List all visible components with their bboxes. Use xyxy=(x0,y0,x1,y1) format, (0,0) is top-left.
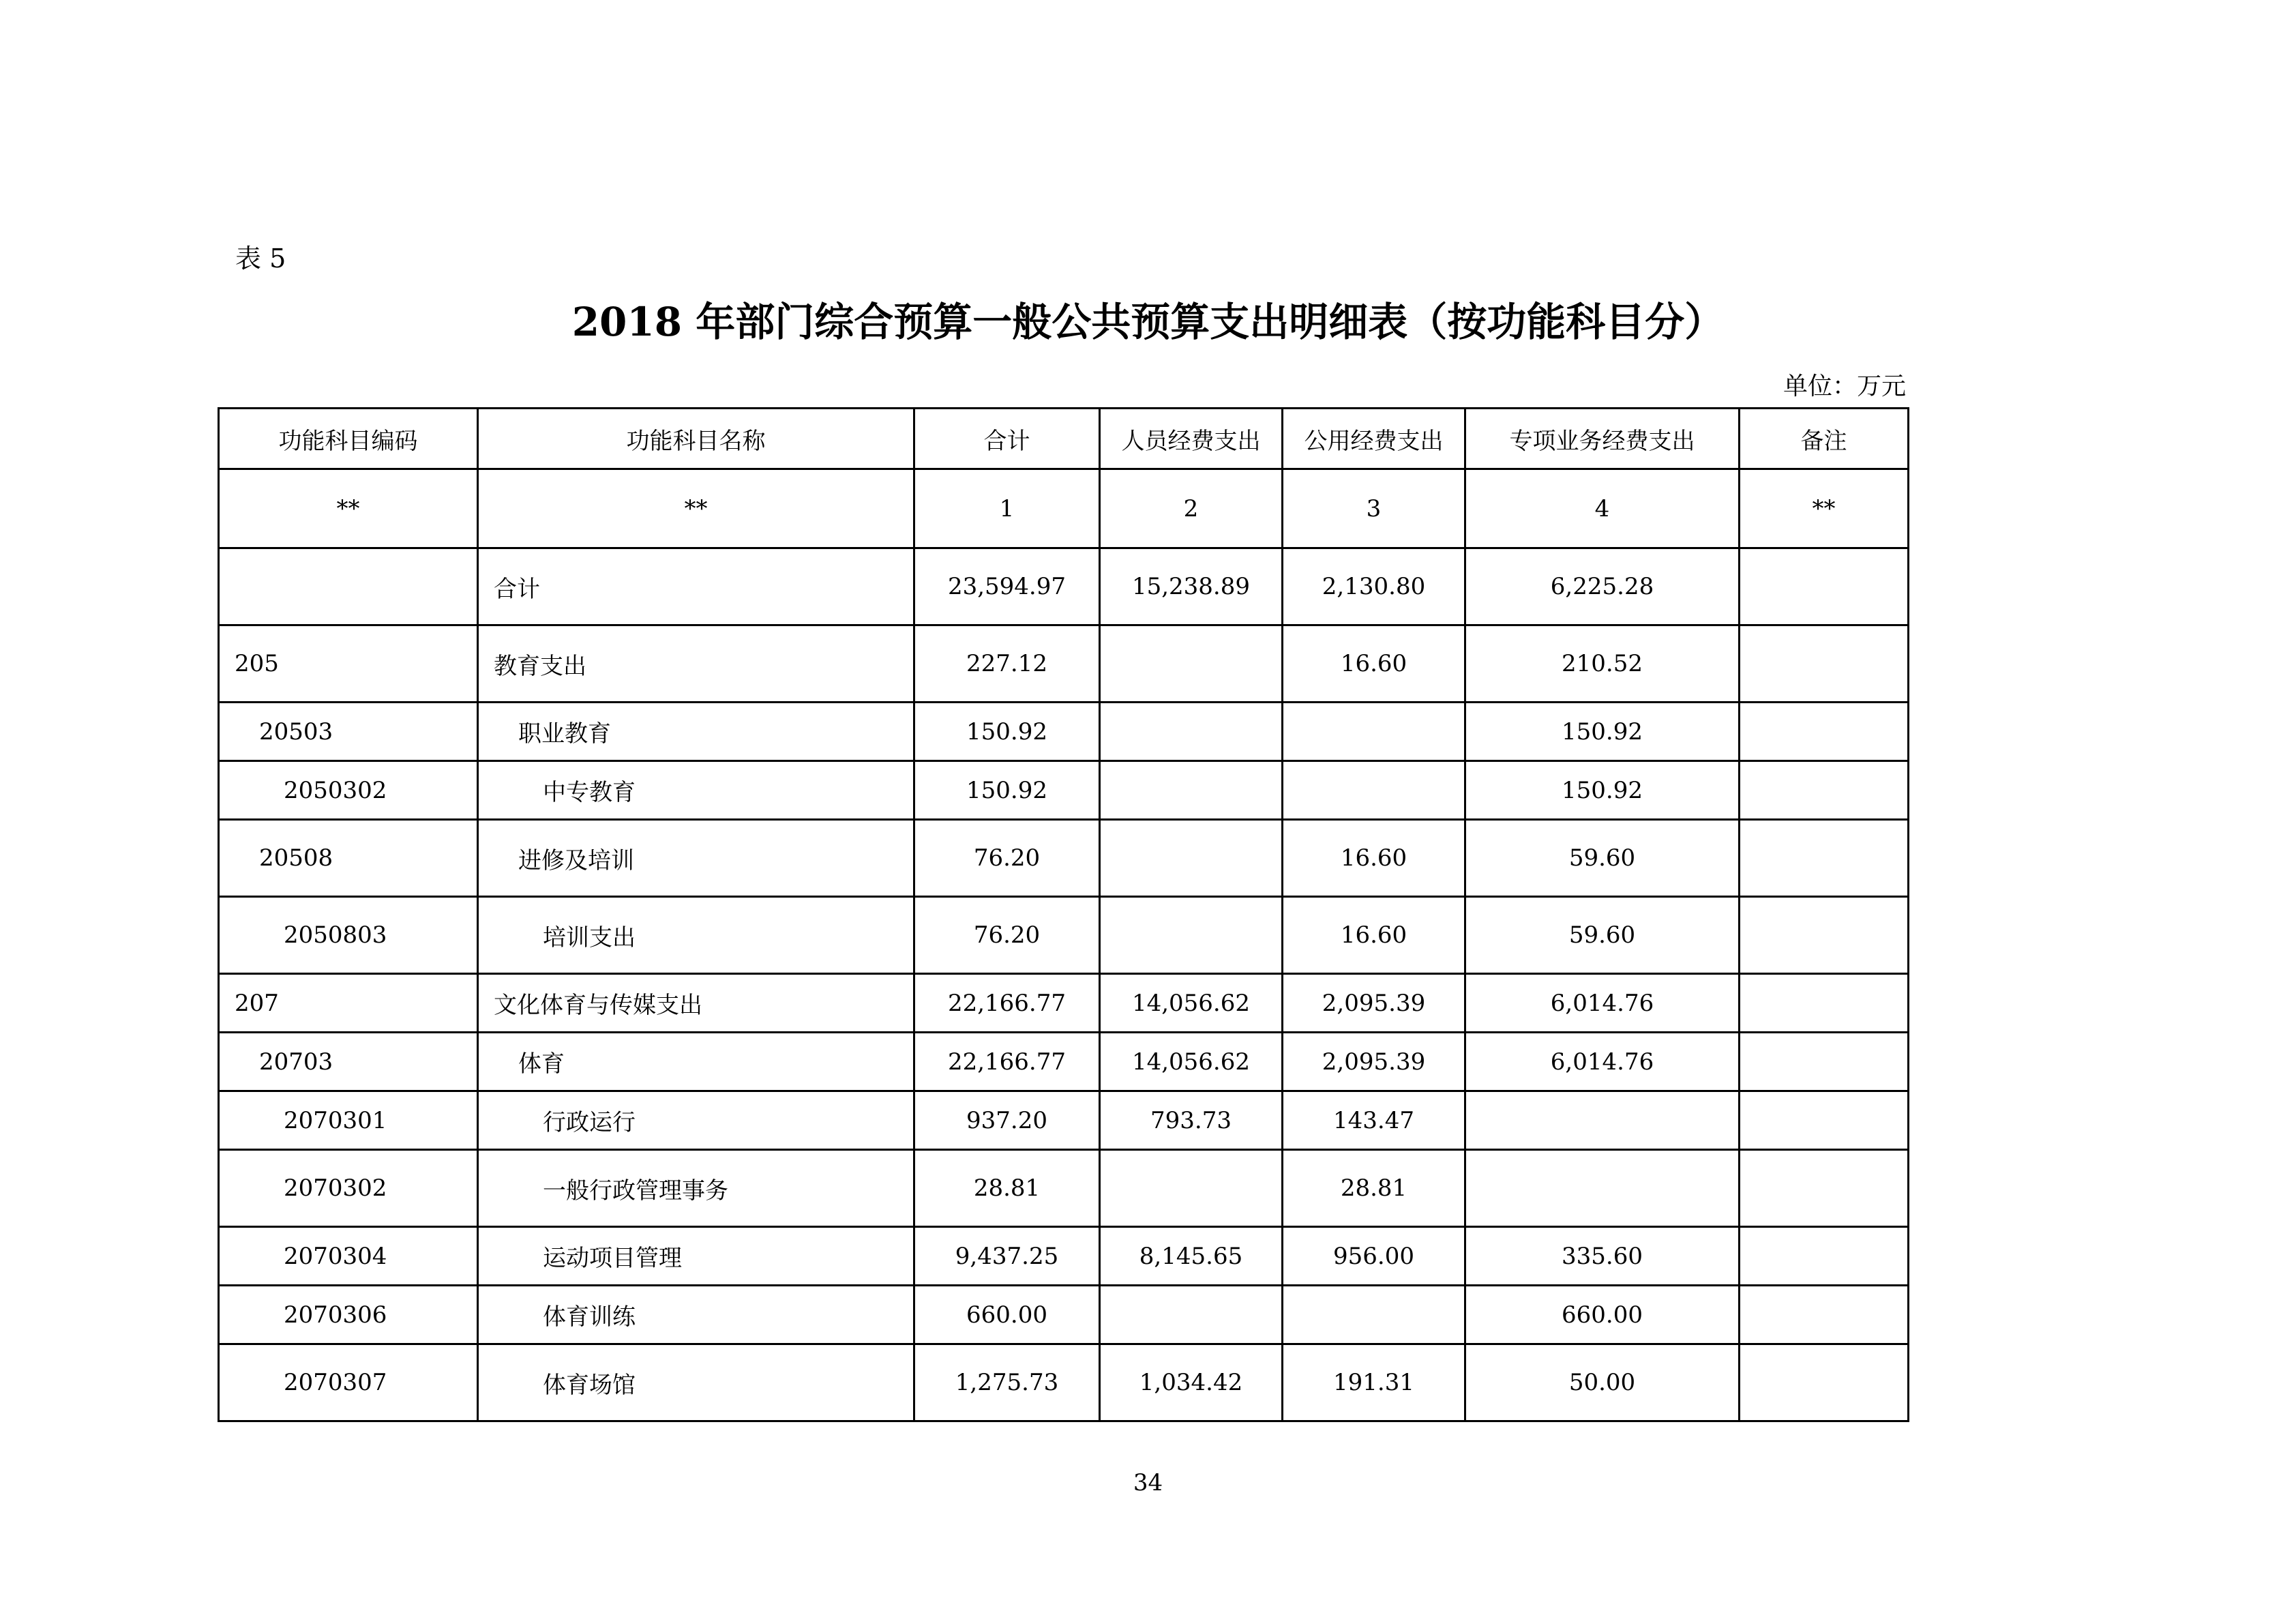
code-cell: 2070301 xyxy=(219,1091,478,1150)
personnel-cell: 1,034.42 xyxy=(1100,1344,1283,1421)
total-cell: 937.20 xyxy=(914,1091,1100,1150)
total-cell: 1,275.73 xyxy=(914,1344,1100,1421)
special-cell xyxy=(1465,1150,1740,1227)
public-cell: 2,095.39 xyxy=(1283,974,1465,1033)
public-cell: 143.47 xyxy=(1283,1091,1465,1150)
name-cell: 行政运行 xyxy=(478,1091,914,1150)
personnel-cell xyxy=(1100,703,1283,761)
name-cell: 职业教育 xyxy=(478,703,914,761)
personnel-cell xyxy=(1100,820,1283,897)
name-cell: 合计 xyxy=(478,548,914,625)
note-cell xyxy=(1740,1227,1909,1286)
special-cell: 335.60 xyxy=(1465,1227,1740,1286)
index-cell: 4 xyxy=(1465,469,1740,548)
total-cell: 28.81 xyxy=(914,1150,1100,1227)
personnel-cell: 8,145.65 xyxy=(1100,1227,1283,1286)
note-cell xyxy=(1740,1033,1909,1091)
name-cell: 文化体育与传媒支出 xyxy=(478,974,914,1033)
note-cell xyxy=(1740,548,1909,625)
header-cell: 功能科目编码 xyxy=(219,409,478,469)
special-cell: 150.92 xyxy=(1465,703,1740,761)
index-cell: 2 xyxy=(1100,469,1283,548)
index-cell: 3 xyxy=(1283,469,1465,548)
table-row xyxy=(219,703,1909,761)
personnel-cell: 14,056.62 xyxy=(1100,974,1283,1033)
header-cell: 人员经费支出 xyxy=(1100,409,1283,469)
index-cell: 1 xyxy=(914,469,1100,548)
name-cell: 教育支出 xyxy=(478,625,914,703)
personnel-cell xyxy=(1100,761,1283,820)
unit-label: 单位：万元 xyxy=(1783,372,1906,400)
code-cell: 20503 xyxy=(219,703,478,761)
note-cell xyxy=(1740,897,1909,974)
budget-table xyxy=(218,407,1909,1422)
note-cell xyxy=(1740,974,1909,1033)
special-cell: 59.60 xyxy=(1465,820,1740,897)
name-cell: 运动项目管理 xyxy=(478,1227,914,1286)
table-row xyxy=(219,1150,1909,1227)
table-row xyxy=(219,1344,1909,1421)
name-cell: 培训支出 xyxy=(478,897,914,974)
header-row xyxy=(219,409,1909,469)
note-cell xyxy=(1740,1091,1909,1150)
note-cell xyxy=(1740,703,1909,761)
page-title: 2018 年部门综合预算一般公共预算支出明细表（按功能科目分） xyxy=(571,299,1725,345)
code-cell: 2070307 xyxy=(219,1344,478,1421)
public-cell xyxy=(1283,1286,1465,1344)
index-cell: ** xyxy=(219,469,478,548)
note-cell xyxy=(1740,1286,1909,1344)
public-cell xyxy=(1283,703,1465,761)
table-row xyxy=(219,897,1909,974)
special-cell: 6,014.76 xyxy=(1465,974,1740,1033)
table-row xyxy=(219,1091,1909,1150)
total-cell: 23,594.97 xyxy=(914,548,1100,625)
total-cell: 76.20 xyxy=(914,897,1100,974)
name-cell: 中专教育 xyxy=(478,761,914,820)
name-cell: 一般行政管理事务 xyxy=(478,1150,914,1227)
public-cell: 16.60 xyxy=(1283,625,1465,703)
special-cell: 660.00 xyxy=(1465,1286,1740,1344)
personnel-cell: 15,238.89 xyxy=(1100,548,1283,625)
personnel-cell xyxy=(1100,1286,1283,1344)
name-cell: 体育 xyxy=(478,1033,914,1091)
code-cell: 2070306 xyxy=(219,1286,478,1344)
index-row xyxy=(219,469,1909,548)
table-row xyxy=(219,974,1909,1033)
special-cell: 50.00 xyxy=(1465,1344,1740,1421)
name-cell: 体育训练 xyxy=(478,1286,914,1344)
personnel-cell xyxy=(1100,897,1283,974)
table-row xyxy=(219,761,1909,820)
code-cell xyxy=(219,548,478,625)
public-cell: 191.31 xyxy=(1283,1344,1465,1421)
table-label: 表 5 xyxy=(235,243,286,274)
code-cell: 207 xyxy=(219,974,478,1033)
table-row xyxy=(219,1286,1909,1344)
code-cell: 2050803 xyxy=(219,897,478,974)
public-cell: 28.81 xyxy=(1283,1150,1465,1227)
personnel-cell: 14,056.62 xyxy=(1100,1033,1283,1091)
total-cell: 150.92 xyxy=(914,761,1100,820)
table-row xyxy=(219,1033,1909,1091)
public-cell: 16.60 xyxy=(1283,897,1465,974)
note-cell xyxy=(1740,1150,1909,1227)
note-cell xyxy=(1740,625,1909,703)
public-cell: 956.00 xyxy=(1283,1227,1465,1286)
index-cell: ** xyxy=(1740,469,1909,548)
table-row xyxy=(219,625,1909,703)
note-cell xyxy=(1740,820,1909,897)
header-cell: 功能科目名称 xyxy=(478,409,914,469)
total-cell: 150.92 xyxy=(914,703,1100,761)
header-cell: 专项业务经费支出 xyxy=(1465,409,1740,469)
public-cell: 2,095.39 xyxy=(1283,1033,1465,1091)
special-cell: 6,014.76 xyxy=(1465,1033,1740,1091)
personnel-cell xyxy=(1100,1150,1283,1227)
code-cell: 2070302 xyxy=(219,1150,478,1227)
code-cell: 2050302 xyxy=(219,761,478,820)
index-cell: ** xyxy=(478,469,914,548)
public-cell xyxy=(1283,761,1465,820)
personnel-cell xyxy=(1100,625,1283,703)
total-row xyxy=(219,548,1909,625)
personnel-cell: 793.73 xyxy=(1100,1091,1283,1150)
code-cell: 2070304 xyxy=(219,1227,478,1286)
header-cell: 公用经费支出 xyxy=(1283,409,1465,469)
total-cell: 22,166.77 xyxy=(914,974,1100,1033)
total-cell: 22,166.77 xyxy=(914,1033,1100,1091)
total-cell: 9,437.25 xyxy=(914,1227,1100,1286)
special-cell: 210.52 xyxy=(1465,625,1740,703)
table-row xyxy=(219,820,1909,897)
note-cell xyxy=(1740,1344,1909,1421)
total-cell: 660.00 xyxy=(914,1286,1100,1344)
page-number: 34 xyxy=(1133,1469,1163,1496)
special-cell: 6,225.28 xyxy=(1465,548,1740,625)
note-cell xyxy=(1740,761,1909,820)
header-cell: 备注 xyxy=(1740,409,1909,469)
total-cell: 76.20 xyxy=(914,820,1100,897)
header-cell: 合计 xyxy=(914,409,1100,469)
name-cell: 体育场馆 xyxy=(478,1344,914,1421)
public-cell: 2,130.80 xyxy=(1283,548,1465,625)
code-cell: 20703 xyxy=(219,1033,478,1091)
special-cell: 59.60 xyxy=(1465,897,1740,974)
special-cell: 150.92 xyxy=(1465,761,1740,820)
code-cell: 205 xyxy=(219,625,478,703)
code-cell: 20508 xyxy=(219,820,478,897)
special-cell xyxy=(1465,1091,1740,1150)
public-cell: 16.60 xyxy=(1283,820,1465,897)
name-cell: 进修及培训 xyxy=(478,820,914,897)
table-row xyxy=(219,1227,1909,1286)
total-cell: 227.12 xyxy=(914,625,1100,703)
